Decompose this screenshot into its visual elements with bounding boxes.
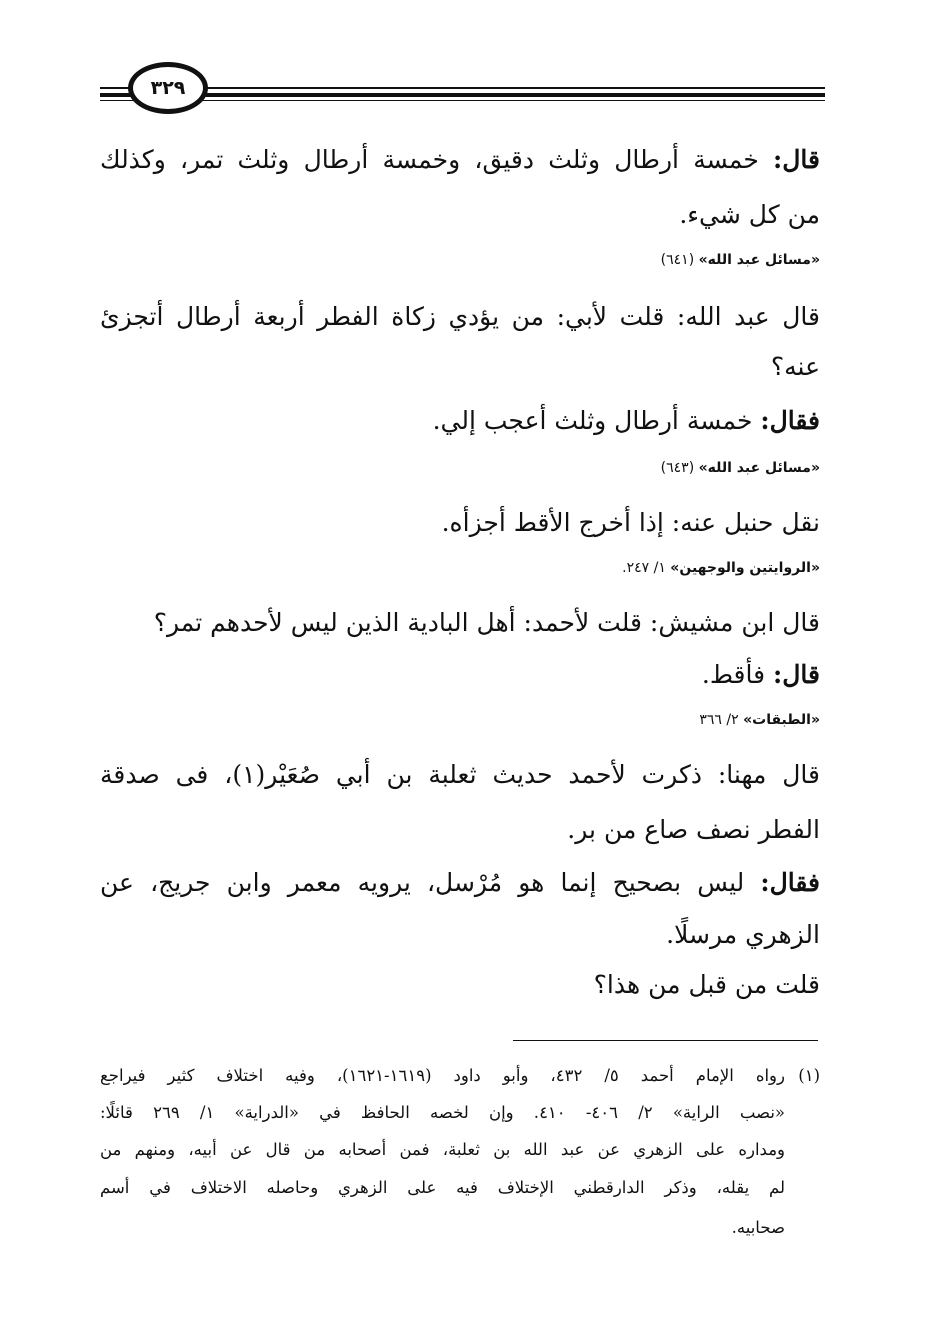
- line-text: عنه؟: [770, 352, 820, 381]
- body-line: [100, 302, 820, 331]
- page-number-badge: [128, 62, 208, 114]
- line-text: خمسة أرطال وثلث أعجب إلي.: [432, 406, 761, 435]
- body-line: [100, 145, 820, 174]
- footnote-line: رواه الإمام أحمد ٥/ ٤٣٢، وأبو داود (١٦١٩-١٦٢١)، وفيه اختلاف كثير فيراجع: [100, 1066, 785, 1085]
- page-number: ٣٢٩: [150, 77, 186, 99]
- source-ref: (٦٤٣): [660, 460, 695, 476]
- source-citation: [699, 712, 820, 728]
- source-ref: ١/ ٢٤٧.: [622, 560, 666, 576]
- body-line: [702, 660, 820, 689]
- body-line: [154, 608, 820, 637]
- source-ref: ٢/ ٣٦٦: [699, 712, 739, 728]
- line-text: من كل شيء.: [679, 200, 820, 229]
- body-line: [100, 868, 820, 897]
- footnote-line: لم يقله، وذكر الدارقطني الإختلاف فيه على الزهري وحاصله الاختلاف في أسم: [100, 1178, 785, 1197]
- line-text: الفطر نصف صاع من بر.: [567, 815, 820, 844]
- line-text: قال عبد الله: قلت لأبي: من يؤدي زكاة الفطر أربعة أرطال أتجزئ: [100, 302, 820, 331]
- footnote-line: ومداره على الزهري عن عبد الله بن ثعلبة، فمن أصحابه من قال عن أبيه، ومنهم من: [100, 1140, 785, 1159]
- speaker-label: فقال:: [760, 868, 820, 897]
- line-text: فأقط.: [701, 660, 774, 689]
- source-name: «الروايتين والوجهين»: [670, 560, 820, 576]
- footnote-line: «نصب الراية» ٢/ ٤٠٦- ٤١٠. وإن لخصه الحافظ في «الدراية» ١/ ٢٦٩ قائلًا:: [100, 1103, 786, 1122]
- line-text: قال مهنا: ذكرت لأحمد حديث ثعلبة بن أبي صُعَيْر(١)، فى صدقة: [100, 760, 820, 789]
- line-text: ليس بصحيح إنما هو مُرْسل، يرويه معمر وابن جريج، عن: [100, 868, 761, 897]
- source-name: «مسائل عبد الله»: [698, 252, 820, 268]
- line-text: خمسة أرطال وثلث دقيق، وخمسة أرطال وثلث تمر، وكذلك: [100, 145, 774, 174]
- footnote-separator: [513, 1040, 818, 1041]
- body-line: [567, 815, 820, 844]
- body-line: [679, 200, 820, 229]
- source-citation: [661, 460, 820, 476]
- speaker-label: فقال:: [760, 406, 820, 435]
- source-name: «مسائل عبد الله»: [698, 460, 820, 476]
- body-line: [666, 920, 820, 949]
- speaker-label: قال:: [773, 145, 820, 174]
- line-text: الزهري مرسلًا.: [666, 920, 820, 949]
- source-citation: [661, 252, 820, 268]
- footnote-line: صحابيه.: [731, 1218, 785, 1237]
- body-line: [594, 970, 820, 999]
- body-line: [100, 760, 820, 789]
- line-text: قال ابن مشيش: قلت لأحمد: أهل البادية الذين ليس لأحدهم تمر؟: [153, 608, 820, 637]
- body-line: [771, 352, 820, 381]
- source-name: «الطبقات»: [743, 712, 820, 728]
- source-citation: [622, 560, 820, 576]
- header-ornament-lines: [100, 87, 825, 101]
- line-text: قلت من قبل من هذا؟: [593, 970, 820, 999]
- body-line: [433, 406, 820, 435]
- footnote-number: (١): [798, 1066, 820, 1085]
- speaker-label: قال:: [773, 660, 820, 689]
- line-text: نقل حنبل عنه: إذا أخرج الأقط أجزأه.: [441, 508, 820, 537]
- body-line: [442, 508, 820, 537]
- source-ref: (٦٤١): [660, 252, 695, 268]
